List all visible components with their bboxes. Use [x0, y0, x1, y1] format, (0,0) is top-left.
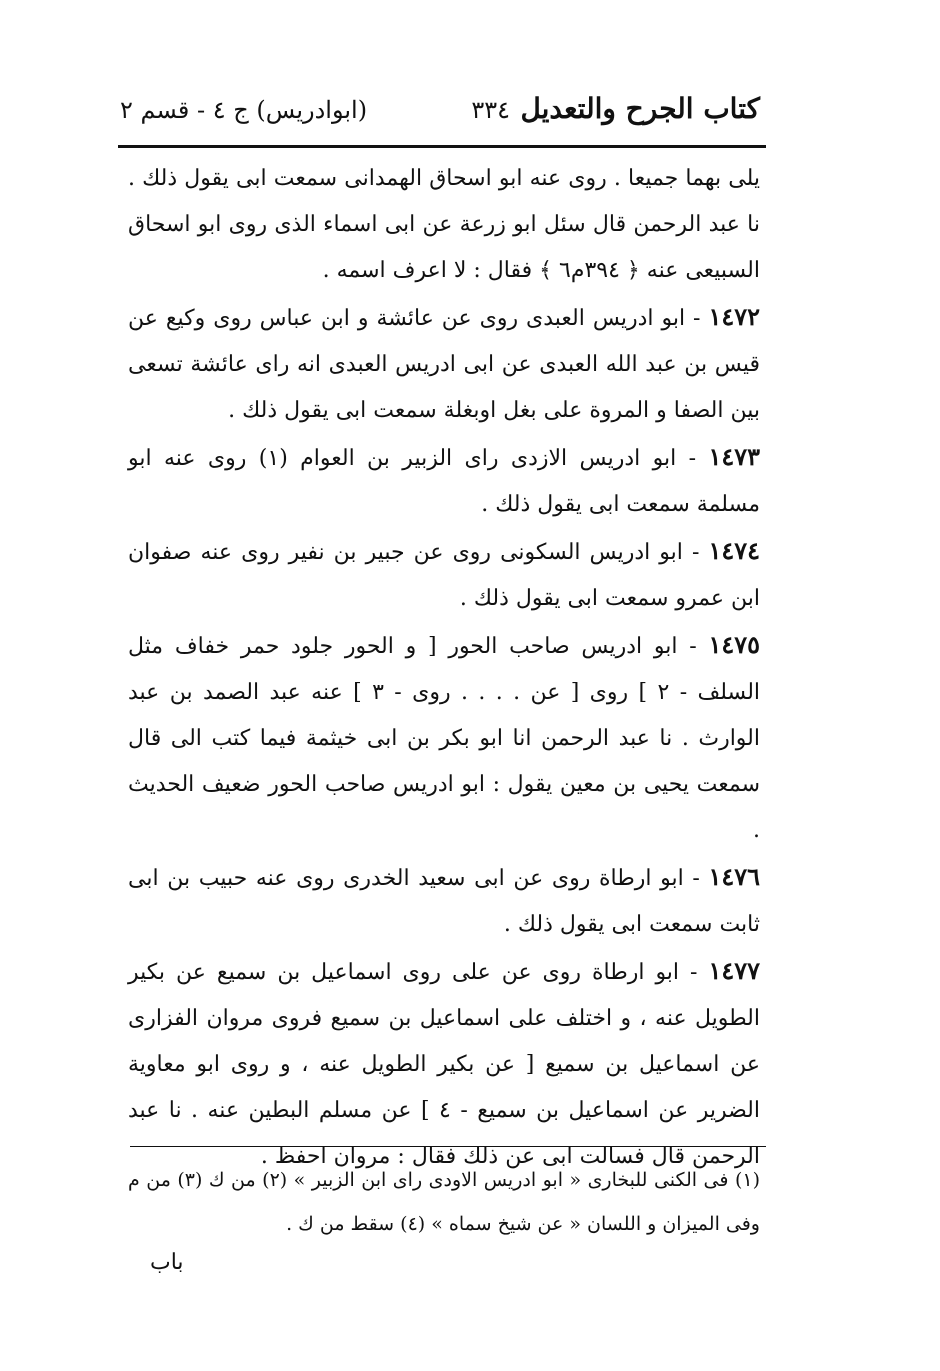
- entry-text: - ابو ادريس السكونى روى عن جبير بن نفير روى عنه صفوان ابن عمرو سمعت ابى يقول ذلك .: [128, 540, 760, 611]
- entry-number: ١٤٧٧: [708, 956, 760, 985]
- entry-text: - ابو ادريس صاحب الحور [ و الحور جلود حمر خفاف مثل السلف - ٢ ] روى [ عن . . . . روى - ٣ ] عنه عبد الصمد بن عبد الوارث . نا عبد الرحمن انا ابو بكر بن ابى خيثمة فيما كتب الى قال سمعت يحيى بن معين يقول : ابو ادريس صاحب الحور ضعيف الحديث .: [128, 634, 761, 843]
- entry-text: - ابو ارطاة روى عن على روى اسماعيل بن سميع عن بكير الطويل عنه ، و اختلف على اسماعيل بن سميع فروى مروان الفزارى عن اسماعيل بن سميع [ عن بكير الطويل عنه ، و روى ابو معاوية الضرير عن اسماعيل بن سميع - ٤ ] عن مسلم البطين عنه . نا عبد الرحمن قال فسالت ابى عن ذلك فقال : مروان احفظ .: [128, 960, 760, 1169]
- footnote-text: (١) فى الكنى للبخارى « ابو ادريس الاودى راى ابن الزبير » (٢) من ك (٣) من م وفى الميزان و اللسان « عن شيخ سماه » (٤) سقط من ك .: [128, 1169, 761, 1235]
- entry-number: ١٤٧٤: [708, 536, 760, 565]
- main-text: [128, 156, 760, 1180]
- entry-1476: [128, 854, 760, 948]
- entry-text: يلى بهما جميعا . روى عنه ابو اسحاق الهمدانى سمعت ابى يقول ذلك . نا عبد الرحمن قال سئل ابو زرعة عن ابى اسماء الذى روى ابو اسحاق السبيعى عنه ﴿ ٣٩٤م٦ ﴾ فقال : لا اعرف اسمه .: [128, 166, 760, 283]
- entry-text: - ابو ادريس الازدى راى الزبير بن العوام (١) روى عنه ابو مسلمة سمعت ابى يقول ذلك .: [128, 446, 760, 517]
- entry-number: ١٤٧٥: [708, 630, 760, 659]
- page-number: ٣٣٤: [471, 96, 510, 124]
- catchword: باب: [150, 1250, 184, 1275]
- entry-text: - ابو ادريس العبدى روى عن عائشة و ابن عباس روى وكيع عن قيس بن عبد الله العبدى عن ابى ادريس العبدى انه راى عائشة تسعى بين الصفا و المروة على بغل اوبغلة سمعت ابى يقول ذلك .: [128, 306, 760, 423]
- entry-1475: [128, 622, 760, 854]
- entry-number: ١٤٧٢: [708, 302, 760, 331]
- entry-continuation: [128, 156, 760, 294]
- entry-1474: [128, 528, 760, 622]
- entry-number: ١٤٧٦: [708, 862, 760, 891]
- footnote-rule: [130, 1146, 766, 1147]
- header-rule: [118, 145, 766, 148]
- entry-1473: [128, 434, 760, 528]
- footnotes: [128, 1158, 760, 1246]
- volume-label: (ابوادريس) ج ٤ - قسم ٢: [120, 96, 368, 124]
- entry-number: ١٤٧٣: [708, 442, 760, 471]
- running-header: [120, 92, 760, 140]
- book-title: كتاب الجرح والتعديل: [520, 92, 760, 125]
- entry-text: - ابو ارطاة روى عن ابى سعيد الخدرى روى عنه حبيب بن ابى ثابت سمعت ابى يقول ذلك .: [128, 866, 760, 937]
- entry-1472: [128, 294, 760, 434]
